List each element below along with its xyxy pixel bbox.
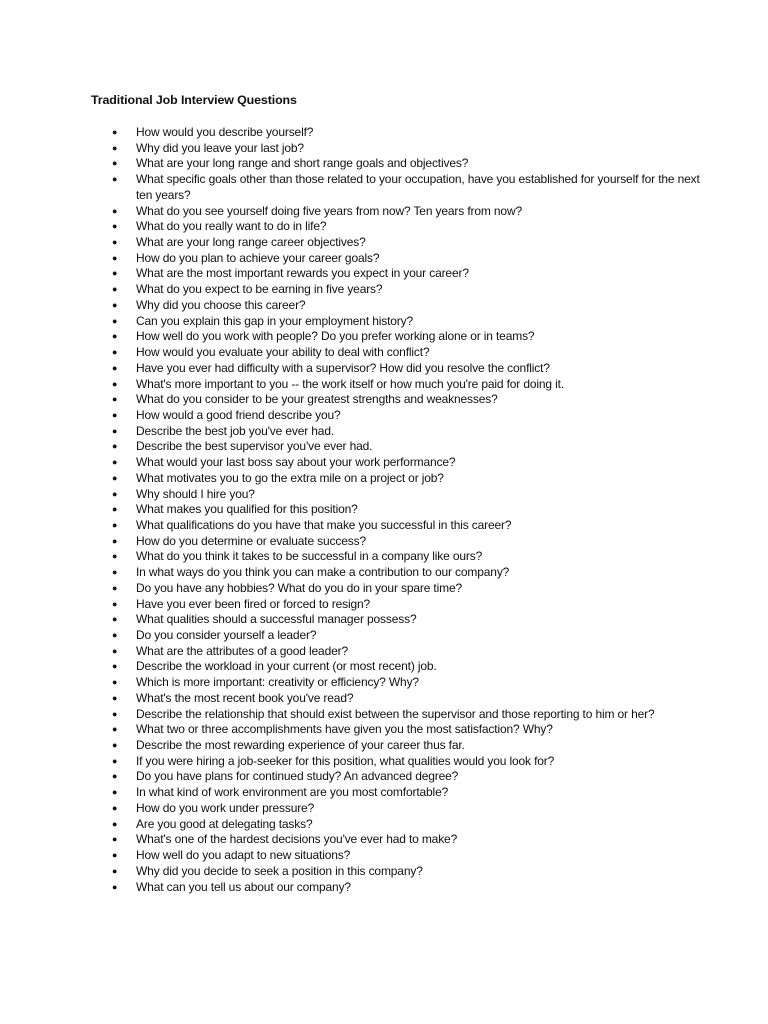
list-item: [0, 424, 768, 440]
list-item: [0, 754, 768, 770]
bullet-icon: ●: [112, 708, 118, 719]
bullet-icon: ●: [112, 519, 118, 530]
bullet-icon: ●: [112, 362, 118, 373]
question-text: What makes you qualified for this position?: [136, 502, 358, 517]
question-text: Which is more important: creativity or efficiency? Why?: [136, 675, 419, 690]
list-item: [0, 518, 768, 534]
question-text: What specific goals other than those related to your occupation, have you established for yourself for the next ten years?: [136, 172, 700, 202]
bullet-icon: ●: [112, 834, 118, 845]
list-item: [0, 691, 768, 707]
question-text: Describe the best job you've ever had.: [136, 423, 335, 438]
question-text: What's one of the hardest decisions you've ever had to make?: [136, 832, 458, 847]
question-text: Are you good at delegating tasks?: [136, 816, 313, 831]
question-text: What would your last boss say about your work performance?: [136, 455, 456, 470]
bullet-icon: ●: [112, 771, 118, 782]
question-text: How do you plan to achieve your career goals?: [136, 250, 380, 265]
bullet-icon: ●: [112, 268, 118, 279]
question-text: How do you work under pressure?: [136, 800, 315, 815]
list-item: [0, 141, 768, 157]
bullet-icon: ●: [112, 378, 118, 389]
bullet-icon: ●: [112, 158, 118, 169]
list-item: [0, 675, 768, 691]
bullet-icon: ●: [112, 221, 118, 232]
list-item: [0, 880, 768, 896]
bullet-icon: ●: [112, 394, 118, 405]
list-item: [0, 251, 768, 267]
question-text: Describe the workload in your current (or most recent) job.: [136, 659, 437, 674]
bullet-icon: ●: [112, 818, 118, 829]
bullet-icon: ●: [112, 755, 118, 766]
question-text: What can you tell us about our company?: [136, 879, 351, 894]
bullet-icon: ●: [112, 661, 118, 672]
list-item: [0, 345, 768, 361]
list-item: [0, 848, 768, 864]
list-item: [0, 329, 768, 345]
question-text: Have you ever had difficulty with a supervisor? How did you resolve the conflict?: [136, 360, 550, 375]
list-item: [0, 597, 768, 613]
bullet-icon: ●: [112, 724, 118, 735]
bullet-icon: ●: [112, 127, 118, 137]
bullet-icon: ●: [112, 347, 118, 358]
bullet-icon: ●: [112, 802, 118, 813]
bullet-icon: ●: [112, 142, 118, 153]
bullet-icon: ●: [112, 331, 118, 342]
bullet-icon: ●: [112, 740, 118, 751]
question-text: How would you evaluate your ability to deal with conflict?: [136, 345, 430, 360]
bullet-icon: ●: [112, 284, 118, 295]
bullet-icon: ●: [112, 205, 118, 216]
list-item: [0, 361, 768, 377]
list-item: [0, 172, 768, 203]
list-item: [0, 487, 768, 503]
bullet-icon: ●: [112, 457, 118, 468]
question-text: What are your long range and short range goals and objectives?: [136, 156, 469, 171]
question-text: What's more important to you -- the work itself or how much you're paid for doing it.: [136, 376, 565, 391]
list-item: [0, 864, 768, 880]
bullet-icon: ●: [112, 252, 118, 263]
question-text: Why should I hire you?: [136, 486, 255, 501]
bullet-icon: ●: [112, 472, 118, 483]
question-text: Describe the best supervisor you've ever had.: [136, 439, 373, 454]
question-text: Why did you decide to seek a position in this company?: [136, 863, 423, 878]
list-item: [0, 314, 768, 330]
question-text: Describe the most rewarding experience of your career thus far.: [136, 738, 465, 753]
list-item: [0, 659, 768, 675]
question-text: Describe the relationship that should exist between the supervisor and those reporting to him or her?: [136, 706, 655, 721]
list-item: [0, 628, 768, 644]
list-item: [0, 581, 768, 597]
bullet-icon: ●: [112, 409, 118, 420]
bullet-icon: ●: [112, 315, 118, 326]
list-item: [0, 565, 768, 581]
bullet-icon: ●: [112, 299, 118, 310]
question-text: What do you see yourself doing five years from now? Ten years from now?: [136, 203, 522, 218]
list-item: [0, 817, 768, 833]
question-text: What do you expect to be earning in five years?: [136, 282, 383, 297]
bullet-icon: ●: [112, 630, 118, 640]
bullet-icon: ●: [112, 850, 118, 861]
question-text: Do you have any hobbies? What do you do in your spare time?: [136, 580, 463, 595]
question-text: What's the most recent book you've read?: [136, 690, 354, 705]
question-text: If you were hiring a job-seeker for this position, what qualities would you look for?: [136, 753, 555, 768]
bullet-icon: ●: [112, 237, 118, 248]
list-item: [0, 534, 768, 550]
question-text: How would a good friend describe you?: [136, 407, 341, 422]
list-item: [0, 392, 768, 408]
question-text: In what kind of work environment are you most comfortable?: [136, 785, 449, 800]
list-item: [0, 644, 768, 660]
question-text: What two or three accomplishments have given you the most satisfaction? Why?: [136, 722, 553, 737]
question-text: Why did you choose this career?: [136, 297, 306, 312]
bullet-icon: ●: [112, 614, 118, 625]
question-text: How do you determine or evaluate success?: [136, 533, 366, 548]
question-text: What do you think it takes to be successful in a company like ours?: [136, 549, 483, 564]
list-item: [0, 612, 768, 628]
question-text: How well do you work with people? Do you prefer working alone or in teams?: [136, 329, 535, 344]
question-text: In what ways do you think you can make a contribution to our company?: [136, 565, 510, 580]
list-item: [0, 832, 768, 848]
list-item: [0, 707, 768, 723]
bullet-icon: ●: [112, 551, 118, 562]
list-item: [0, 377, 768, 393]
list-item: [0, 282, 768, 298]
bullet-icon: ●: [112, 567, 118, 578]
question-list: [0, 125, 768, 895]
list-item: [0, 408, 768, 424]
bullet-icon: ●: [112, 174, 118, 185]
list-item: [0, 785, 768, 801]
bullet-icon: ●: [112, 677, 118, 688]
bullet-icon: ●: [112, 645, 118, 656]
bullet-icon: ●: [112, 787, 118, 798]
list-item: [0, 156, 768, 172]
bullet-icon: ●: [112, 598, 118, 609]
bullet-icon: ●: [112, 535, 118, 546]
list-item: [0, 471, 768, 487]
list-item: [0, 455, 768, 471]
question-text: What are the most important rewards you expect in your career?: [136, 266, 469, 281]
question-text: Do you have plans for continued study? An advanced degree?: [136, 769, 459, 784]
list-item: [0, 738, 768, 754]
document-title: Traditional Job Interview Questions: [91, 93, 297, 107]
question-text: How would you describe yourself?: [136, 125, 314, 139]
question-text: What qualifications do you have that make you successful in this career?: [136, 517, 512, 532]
list-item: [0, 204, 768, 220]
list-item: [0, 235, 768, 251]
list-item: [0, 502, 768, 518]
question-text: What qualities should a successful manager possess?: [136, 612, 417, 627]
list-item: [0, 125, 768, 141]
bullet-icon: ●: [112, 582, 118, 593]
bullet-icon: ●: [112, 441, 118, 452]
question-text: Do you consider yourself a leader?: [136, 628, 317, 642]
question-text: Have you ever been fired or forced to resign?: [136, 596, 371, 611]
list-item: [0, 801, 768, 817]
question-text: Can you explain this gap in your employment history?: [136, 313, 414, 328]
bullet-icon: ●: [112, 865, 118, 876]
bullet-icon: ●: [112, 881, 118, 892]
question-text: Why did you leave your last job?: [136, 140, 304, 155]
list-item: [0, 722, 768, 738]
question-text: What motivates you to go the extra mile on a project or job?: [136, 470, 444, 485]
question-text: What are your long range career objectives?: [136, 235, 366, 250]
list-item: [0, 298, 768, 314]
bullet-icon: ●: [112, 488, 118, 499]
list-item: [0, 439, 768, 455]
question-text: What do you really want to do in life?: [136, 219, 327, 234]
question-text: What are the attributes of a good leader?: [136, 643, 348, 658]
bullet-icon: ●: [112, 504, 118, 515]
list-item: [0, 549, 768, 565]
question-text: What do you consider to be your greatest strengths and weaknesses?: [136, 392, 498, 407]
bullet-icon: ●: [112, 692, 118, 703]
list-item: [0, 769, 768, 785]
bullet-icon: ●: [112, 425, 118, 436]
list-item: [0, 266, 768, 282]
list-item: [0, 219, 768, 235]
question-text: How well do you adapt to new situations?: [136, 848, 351, 863]
